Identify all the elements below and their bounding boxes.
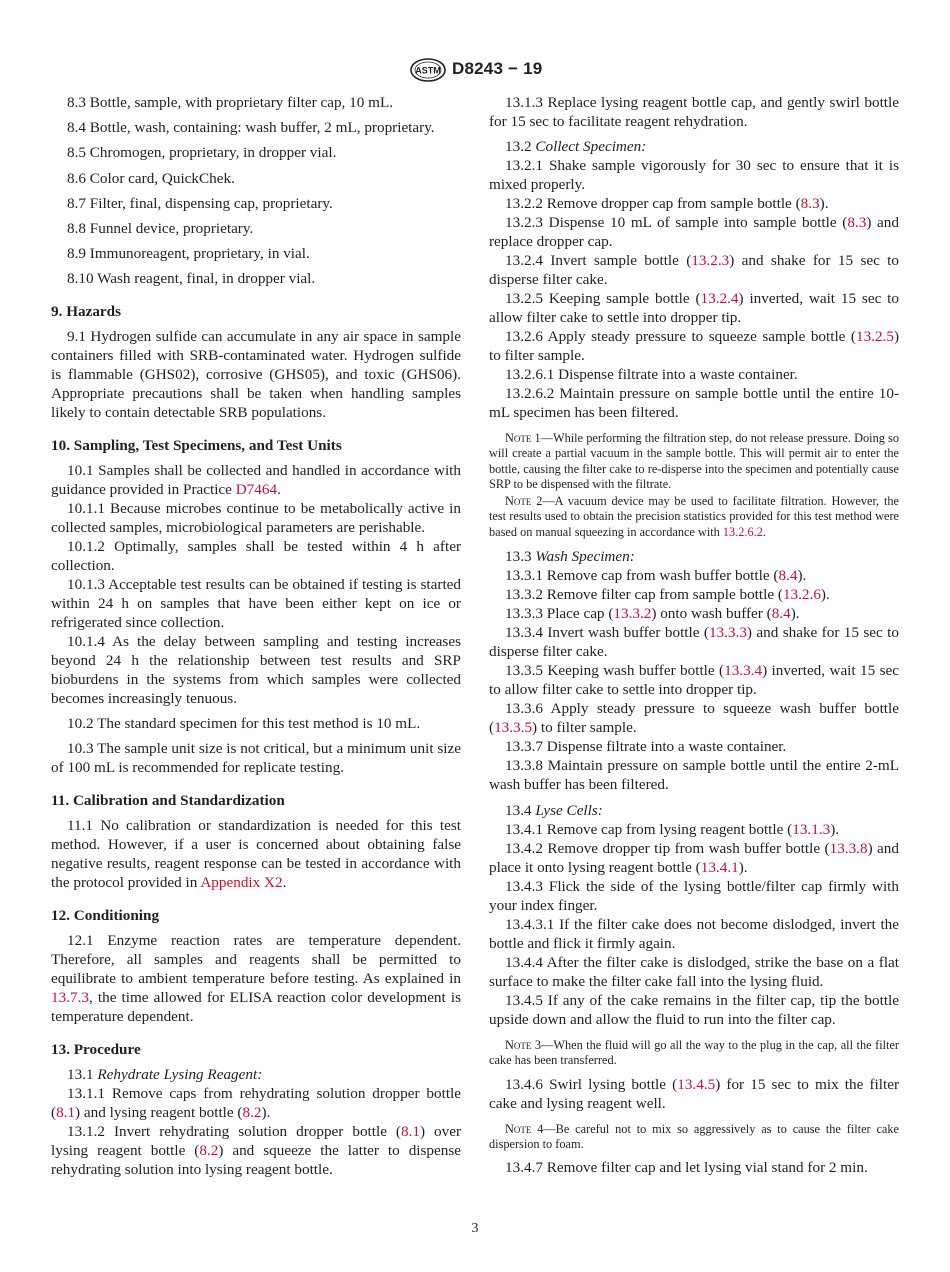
section-heading: 12. Conditioning xyxy=(51,907,160,925)
paragraph: 13.3 Wash Specimen: xyxy=(505,548,635,566)
paragraph: 13.3.6 Apply steady pressure to squeeze wash buffer bottle (13.3.5) to filter sample. xyxy=(489,700,899,737)
note: Note 4—Be careful not to mix so aggressively as to cause the filter cake dispersion to foam. xyxy=(489,1121,899,1151)
paragraph: 10.3 The sample unit size is not critical, but a minimum unit size of 100 mL is recommended for replicate testing. xyxy=(51,740,461,777)
paragraph: 13.2.3 Dispense 10 mL of sample into sample bottle (8.3) and replace dropper cap. xyxy=(489,214,899,250)
section-heading: 11. Calibration and Standardization xyxy=(51,792,285,810)
reference-link[interactable]: 13.3.5 xyxy=(494,719,533,737)
reference-link[interactable]: D7464 xyxy=(235,481,278,499)
paragraph: 13.1 Rehydrate Lysing Reagent: xyxy=(67,1066,263,1084)
paragraph: 13.4.7 Remove filter cap and let lysing vial stand for 2 min. xyxy=(505,1159,868,1177)
reference-link[interactable]: 8.4 xyxy=(771,605,791,623)
paragraph: 13.4.3.1 If the filter cake does not become dislodged, invert the bottle and flick it firmly again. xyxy=(489,916,899,953)
left-column xyxy=(51,93,461,1179)
reference-link[interactable]: 8.2 xyxy=(242,1104,262,1122)
reference-link[interactable]: 8.1 xyxy=(400,1123,420,1141)
paragraph: 13.2.4 Invert sample bottle (13.2.3) and shake for 15 sec to disperse filter cake. xyxy=(489,252,899,288)
paragraph: 13.3.4 Invert wash buffer bottle (13.3.3) and shake for 15 sec to disperse filter cake. xyxy=(489,624,899,661)
reference-link[interactable]: 13.3.4 xyxy=(724,662,763,680)
svg-text:ASTM: ASTM xyxy=(415,65,441,76)
paragraph: 13.3.8 Maintain pressure on sample bottle until the entire 2-mL wash buffer has been filtered. xyxy=(489,757,899,794)
reference-link[interactable]: 13.1.3 xyxy=(792,821,831,839)
reference-link[interactable]: 13.3.3 xyxy=(708,624,747,642)
paragraph: 10.2 The standard specimen for this test method is 10 mL. xyxy=(67,715,421,733)
paragraph: 10.1.3 Acceptable test results can be obtained if testing is started within 24 h on samples that have been either kept on ice or refrigerated since collection. xyxy=(51,576,461,632)
paragraph: 13.3.7 Dispense filtrate into a waste container. xyxy=(505,738,787,756)
section-heading: 13. Procedure xyxy=(51,1041,141,1059)
reference-link[interactable]: 13.2.4 xyxy=(700,290,739,307)
section-heading: 10. Sampling, Test Specimens, and Test Units xyxy=(51,437,342,455)
reference-link[interactable]: Appendix X2 xyxy=(200,874,283,892)
paragraph: 13.2.6.1 Dispense filtrate into a waste container. xyxy=(505,366,798,383)
document-id: D8243 − 19 xyxy=(452,59,543,78)
reference-link[interactable]: 8.4 xyxy=(778,567,798,585)
paragraph: 13.2.6 Apply steady pressure to squeeze sample bottle (13.2.5) to filter sample. xyxy=(489,328,899,364)
page-header xyxy=(0,58,950,82)
paragraph: 13.3.1 Remove cap from wash buffer bottle (8.4). xyxy=(505,567,807,585)
reference-link[interactable]: 13.2.3 xyxy=(691,252,730,269)
reference-link[interactable]: 13.4.1 xyxy=(700,859,739,877)
reference-link[interactable]: 13.3.2 xyxy=(613,605,652,623)
paragraph: 13.2 Collect Specimen: xyxy=(505,138,647,155)
list-item: 8.4 Bottle, wash, containing: wash buffer, 2 mL, proprietary. xyxy=(67,119,435,137)
reference-link[interactable]: 13.7.3 xyxy=(51,989,89,1007)
paragraph: 13.2.5 Keeping sample bottle (13.2.4) inverted, wait 15 sec to allow filter cake to settle into dropper tip. xyxy=(489,290,899,326)
paragraph: 13.4.1 Remove cap from lysing reagent bottle (13.1.3). xyxy=(505,821,840,839)
note: Note 1—While performing the filtration step, do not release pressure. Doing so will create a partial vacuum in the sample bottle. This will permit air to enter the bottle, causing the filter cake to re-disperse into the specimen and potentially cause SRP to be dispensed with the filtrate. xyxy=(489,431,899,491)
list-item: 8.6 Color card, QuickChek. xyxy=(67,169,235,187)
reference-link[interactable]: 8.3 xyxy=(800,195,820,212)
note: Note 3—When the fluid will go all the way to the plug in the cap, all the filter cake has been transferred. xyxy=(489,1038,899,1068)
list-item: 8.3 Bottle, sample, with proprietary filter cap, 10 mL. xyxy=(67,94,394,111)
paragraph: 10.1 Samples shall be collected and handled in accordance with guidance provided in Practice D7464. xyxy=(51,462,461,499)
paragraph: 13.4 Lyse Cells: xyxy=(505,802,603,820)
paragraph: 13.4.6 Swirl lysing bottle (13.4.5) for 15 sec to mix the filter cake and lysing reagent well. xyxy=(489,1075,900,1112)
paragraph: 13.2.6.2 Maintain pressure on sample bottle until the entire 10-mL specimen has been filtered. xyxy=(489,385,899,421)
paragraph: 11.1 No calibration or standardization is needed for this test method. However, if a user is concerned about obtaining false negative results, reagent response can be tested in accordance with the protocol provided in Appendix X2. xyxy=(51,817,461,892)
paragraph: 13.1.2 Invert rehydrating solution dropper bottle (8.1) over lysing reagent bottle (8.2) and squeeze the latter to dispense rehydrating solution into lysing reagent bottle. xyxy=(51,1123,461,1179)
paragraph: 13.4.3 Flick the side of the lysing bottle/filter cap firmly with your index finger. xyxy=(489,878,899,915)
paragraph: 13.4.2 Remove dropper tip from wash buffer bottle (13.3.8) and place it onto lysing reagent bottle (13.4.1). xyxy=(489,840,899,877)
reference-link[interactable]: 8.2 xyxy=(199,1142,219,1160)
paragraph: 13.3.3 Place cap (13.3.2) onto wash buffer (8.4). xyxy=(505,605,800,623)
reference-link[interactable]: 8.1 xyxy=(56,1104,76,1122)
list-item: 8.5 Chromogen, proprietary, in dropper vial. xyxy=(67,144,337,162)
paragraph: 13.1.1 Remove caps from rehydrating solution dropper bottle (8.1) and lysing reagent bottle (8.2). xyxy=(51,1085,461,1122)
right-column xyxy=(489,93,899,1177)
paragraph: 13.1.3 Replace lysing reagent bottle cap, and gently swirl bottle for 15 sec to facilitate reagent rehydration. xyxy=(489,94,899,130)
reference-link[interactable]: 13.3.8 xyxy=(829,840,868,858)
paragraph: 13.3.2 Remove filter cap from sample bottle (13.2.6). xyxy=(505,586,830,604)
paragraph: 12.1 Enzyme reaction rates are temperature dependent. Therefore, all samples and reagents shall be permitted to equilibrate to ambient temperature before testing. As explained in 13.7.3, the time allowed for ELISA reaction color development is temperature dependent. xyxy=(51,932,461,1026)
reference-link[interactable]: 13.2.6.2 xyxy=(722,524,763,539)
paragraph: 13.4.5 If any of the cake remains in the filter cap, tip the bottle upside down and allow the fluid to run into the filter cap. xyxy=(489,992,899,1029)
paragraph: 10.1.4 As the delay between sampling and testing increases beyond 24 h the relationship between test results and SRP bioburdens in the systems from which samples were collected becomes increasingly tenuous. xyxy=(51,633,461,708)
paragraph: 10.1.1 Because microbes continue to be metabolically active in collected samples, microbiological parameters are perishable. xyxy=(51,500,461,537)
paragraph: 13.3.5 Keeping wash buffer bottle (13.3.4) inverted, wait 15 sec to allow filter cake to settle into dropper tip. xyxy=(489,662,899,699)
reference-link[interactable]: 8.3 xyxy=(847,214,867,231)
reference-link[interactable]: 13.4.5 xyxy=(677,1075,716,1093)
paragraph: 13.2.1 Shake sample vigorously for 30 sec to ensure that it is mixed properly. xyxy=(489,157,899,193)
page-number: 3 xyxy=(471,1221,479,1236)
paragraph: 13.2.2 Remove dropper cap from sample bottle (8.3). xyxy=(505,195,829,212)
section-heading: 9. Hazards xyxy=(51,303,122,321)
list-item: 8.8 Funnel device, proprietary. xyxy=(67,219,254,237)
paragraph: 13.4.4 After the filter cake is dislodged, strike the base on a flat surface to make the filter cake fall into the lysing fluid. xyxy=(489,954,899,991)
list-item: 8.9 Immunoreagent, proprietary, in vial. xyxy=(67,245,310,263)
reference-link[interactable]: 13.2.5 xyxy=(855,328,894,345)
paragraph: 9.1 Hydrogen sulfide can accumulate in any air space in sample containers filled with SRB-contaminated water. Hydrogen sulfide is flammable (GHS02), corrosive (GHS05), and toxic (GHS06). Appropriate precautions shall be taken when handling samples likely to contain detectable SRB populations. xyxy=(51,328,461,422)
list-item: 8.10 Wash reagent, final, in dropper vial. xyxy=(67,270,316,288)
paragraph: 10.1.2 Optimally, samples shall be tested within 4 h after collection. xyxy=(51,538,461,575)
astm-logo-icon xyxy=(410,58,446,82)
note: Note 2—A vacuum device may be used to facilitate filtration. However, the test results used to obtain the precision statistics provided for this test method were based on manual squeezing in accordance with 13.2.6.2. xyxy=(489,494,899,539)
list-item: 8.7 Filter, final, dispensing cap, proprietary. xyxy=(67,194,333,212)
reference-link[interactable]: 13.2.6 xyxy=(782,586,821,604)
